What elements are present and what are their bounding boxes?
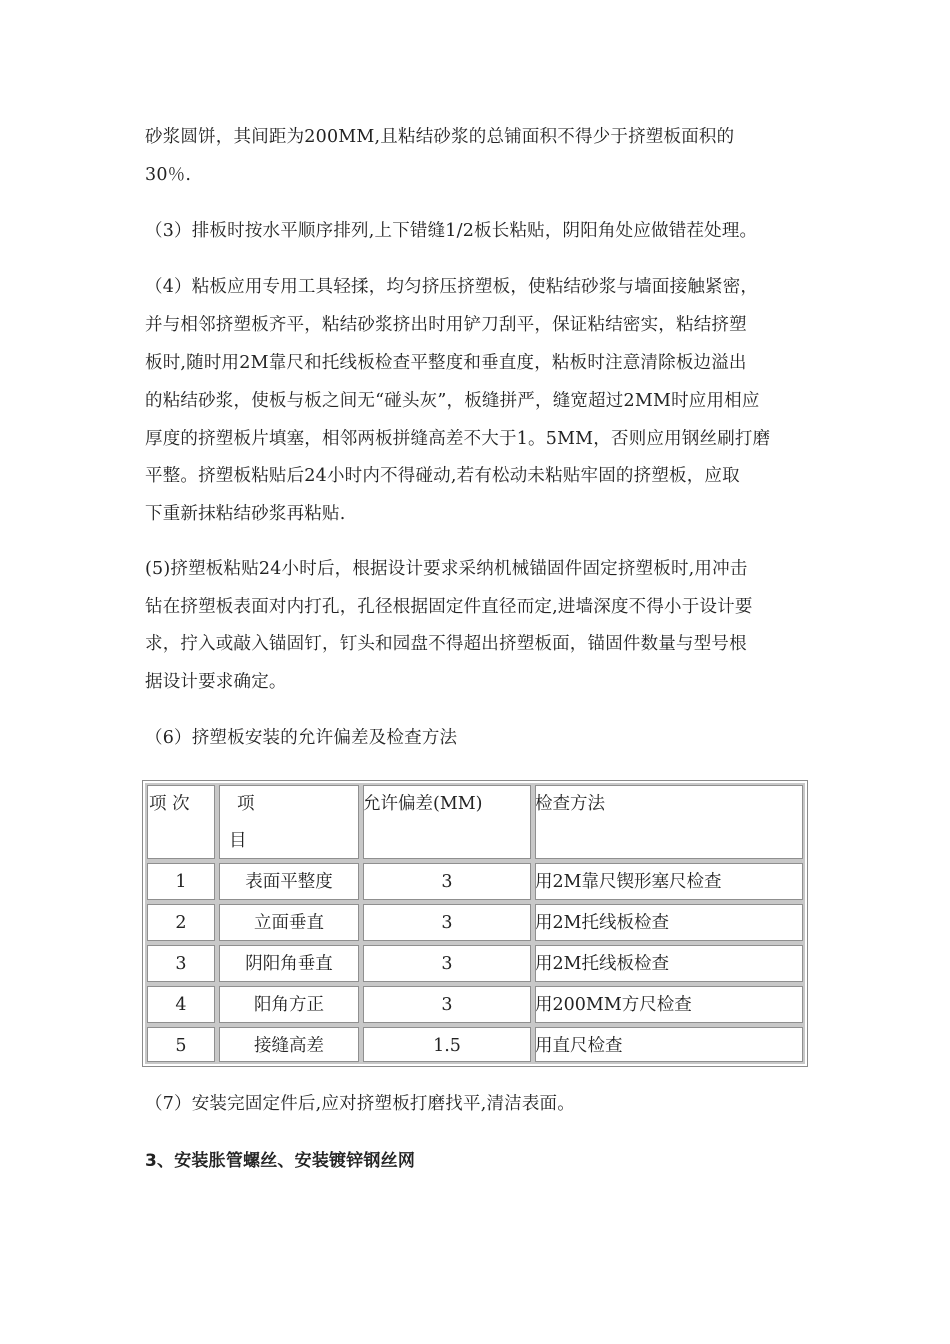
cell-tolerance: 1.5 <box>361 1025 533 1064</box>
cell-tolerance: 3 <box>361 861 533 902</box>
paragraph-line: 平整。挤塑板粘贴后24小时内不得碰动,若有松动未粘贴牢固的挤塑板，应取 <box>145 466 740 486</box>
cell-method: 用2M托线板检查 <box>533 943 805 984</box>
paragraph-line: 并与相邻挤塑板齐平，粘结砂浆挤出时用铲刀刮平，保证粘结密实，粘结挤塑 <box>145 315 747 335</box>
paragraph-line: 钻在挤塑板表面对内打孔，孔径根据固定件直径而定,进墙深度不得小于设计要 <box>145 597 753 617</box>
cell-tolerance: 3 <box>361 984 533 1025</box>
cell-method: 用直尺检查 <box>533 1025 805 1064</box>
paragraph-line: 下重新抹粘结砂浆再粘贴. <box>145 504 346 524</box>
paragraph-line: 砂浆圆饼，其间距为200MM,且粘结砂浆的总铺面积不得少于挤塑板面积的 <box>145 127 735 147</box>
cell-item: 接缝高差 <box>217 1025 361 1064</box>
section-heading: 3、安装胀管螺丝、安装镀锌钢丝网 <box>145 1151 416 1171</box>
header-item-line2: 目 <box>229 831 247 851</box>
paragraph-line: 板时,随时用2M靠尺和托线板检查平整度和垂直度，粘板时注意清除板边溢出 <box>145 353 747 373</box>
cell-item: 阴阳角垂直 <box>217 943 361 984</box>
cell-item: 表面平整度 <box>217 861 361 902</box>
header-item-line1: 项 <box>237 794 255 814</box>
cell-item: 阳角方正 <box>217 984 361 1025</box>
paragraph-line: 求，拧入或敲入锚固钉，钉头和园盘不得超出挤塑板面，锚固件数量与型号根 <box>145 634 747 654</box>
paragraph-line: （3）排板时按水平顺序排列,上下错缝1/2板长粘贴，阴阳角处应做错茬处理。 <box>145 221 758 241</box>
cell-tolerance: 3 <box>361 943 533 984</box>
cell-index: 3 <box>145 943 217 984</box>
cell-index: 2 <box>145 902 217 943</box>
cell-index: 5 <box>145 1025 217 1064</box>
paragraph-line: 厚度的挤塑板片填塞，相邻两板拼缝高差不大于1。5MM，否则应用钢丝刷打磨 <box>145 429 771 449</box>
tolerance-table <box>142 780 808 1067</box>
paragraph-line: （4）粘板应用专用工具轻揉，均匀挤压挤塑板，使粘结砂浆与墙面接触紧密， <box>145 277 759 297</box>
paragraph-line: 30％. <box>145 165 192 185</box>
cell-method: 用2M托线板检查 <box>533 902 805 943</box>
cell-index: 1 <box>145 861 217 902</box>
paragraph-line: 的粘结砂浆，使板与板之间无“碰头灰”，板缝拼严，缝宽超过2MM时应用相应 <box>145 391 760 411</box>
paragraph-line: （7）安装完固定件后,应对挤塑板打磨找平,清洁表面。 <box>145 1094 575 1114</box>
header-item <box>217 783 361 861</box>
table-caption: （6）挤塑板安装的允许偏差及检查方法 <box>145 728 458 748</box>
header-tolerance: 允许偏差(MM) <box>361 783 533 861</box>
cell-index: 4 <box>145 984 217 1025</box>
cell-item: 立面垂直 <box>217 902 361 943</box>
cell-method: 用200MM方尺检查 <box>533 984 805 1025</box>
cell-tolerance: 3 <box>361 902 533 943</box>
header-index: 项 次 <box>145 783 217 861</box>
paragraph-line: 据设计要求确定。 <box>145 672 287 692</box>
cell-method: 用2M靠尺锲形塞尺检查 <box>533 861 805 902</box>
paragraph-line: (5)挤塑板粘贴24小时后，根据设计要求采纳机械锚固件固定挤塑板时,用冲击 <box>145 559 748 579</box>
header-method: 检查方法 <box>533 783 805 861</box>
